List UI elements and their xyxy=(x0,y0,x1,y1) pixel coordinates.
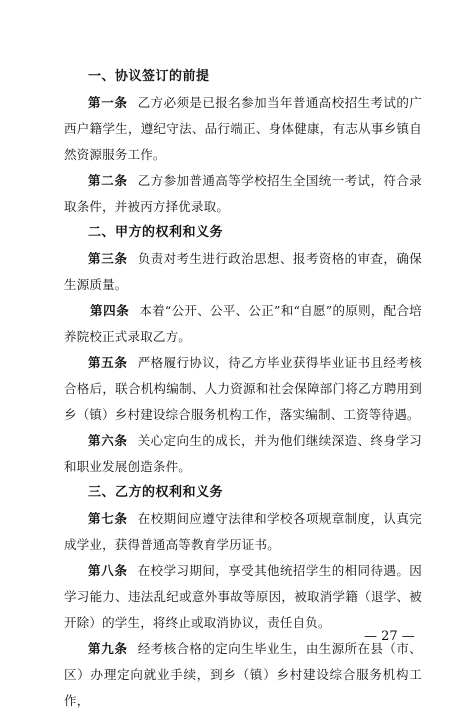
article-4 xyxy=(64,298,422,350)
article-text: 乙方参加普通高等学校招生全国统一考试，符合录取条件，并被丙方择优录取。 xyxy=(64,173,422,214)
article-text: 负责对考生进行政治思想、报考资格的审查，确保生源质量。 xyxy=(64,251,422,292)
article-number: 第三条 xyxy=(88,251,128,266)
article-number: 第二条 xyxy=(88,173,128,188)
article-2 xyxy=(64,168,422,220)
article-text: 关心定向生的成长，并为他们继续深造、终身学习和职业发展创造条件。 xyxy=(64,433,422,474)
article-text: 本着“公开、公平、公正”和“自愿”的原则，配合培养院校正式录取乙方。 xyxy=(64,303,422,344)
article-text: 严格履行协议，待乙方毕业获得毕业证书且经考核合格后，联合机构编制、人力资源和社会保障部门将乙方聘用到乡（镇）乡村建设综合服务机构工作，落实编制、工资等待遇。 xyxy=(64,355,422,422)
article-number: 第八条 xyxy=(88,563,128,578)
article-9 xyxy=(64,636,422,714)
article-8 xyxy=(64,558,422,636)
section-heading-party-a: 二、甲方的权利和义务 xyxy=(88,225,224,240)
article-6 xyxy=(64,428,422,480)
article-text: 经考核合格的定向生毕业生，由生源所在县（市、区）办理定向就业手续，到乡（镇）乡村建设综合服务机构工作， xyxy=(64,641,422,708)
section-heading-party-b: 三、乙方的权利和义务 xyxy=(88,485,224,500)
article-3 xyxy=(64,246,422,298)
article-number: 第七条 xyxy=(88,511,128,526)
article-7 xyxy=(64,506,422,558)
document-body xyxy=(64,64,422,714)
article-text: 乙方必须是已报名参加当年普通高校招生考试的广西户籍学生，遵纪守法、品行端正、身体健康，有志从事乡镇自然资源服务工作。 xyxy=(64,95,422,162)
article-number: 第五条 xyxy=(88,355,128,370)
article-number: 第六条 xyxy=(88,433,128,448)
article-number: 第四条 xyxy=(90,303,130,318)
article-number: 第一条 xyxy=(88,95,128,110)
article-number: 第九条 xyxy=(88,641,128,656)
section-heading-prerequisites: 一、协议签订的前提 xyxy=(88,69,210,84)
article-5 xyxy=(64,350,422,428)
article-text: 在校期间应遵守法律和学校各项规章制度，认真完成学业，获得普通高等教育学历证书。 xyxy=(64,511,422,552)
page-number: — 27 — xyxy=(364,629,415,644)
article-1 xyxy=(64,90,422,168)
article-text: 在校学习期间，享受其他统招学生的相同待遇。因学习能力、违法乱纪或意外事故等原因，被取消学籍（退学、被开除）的学生，将终止或取消协议，责任自负。 xyxy=(64,563,422,630)
